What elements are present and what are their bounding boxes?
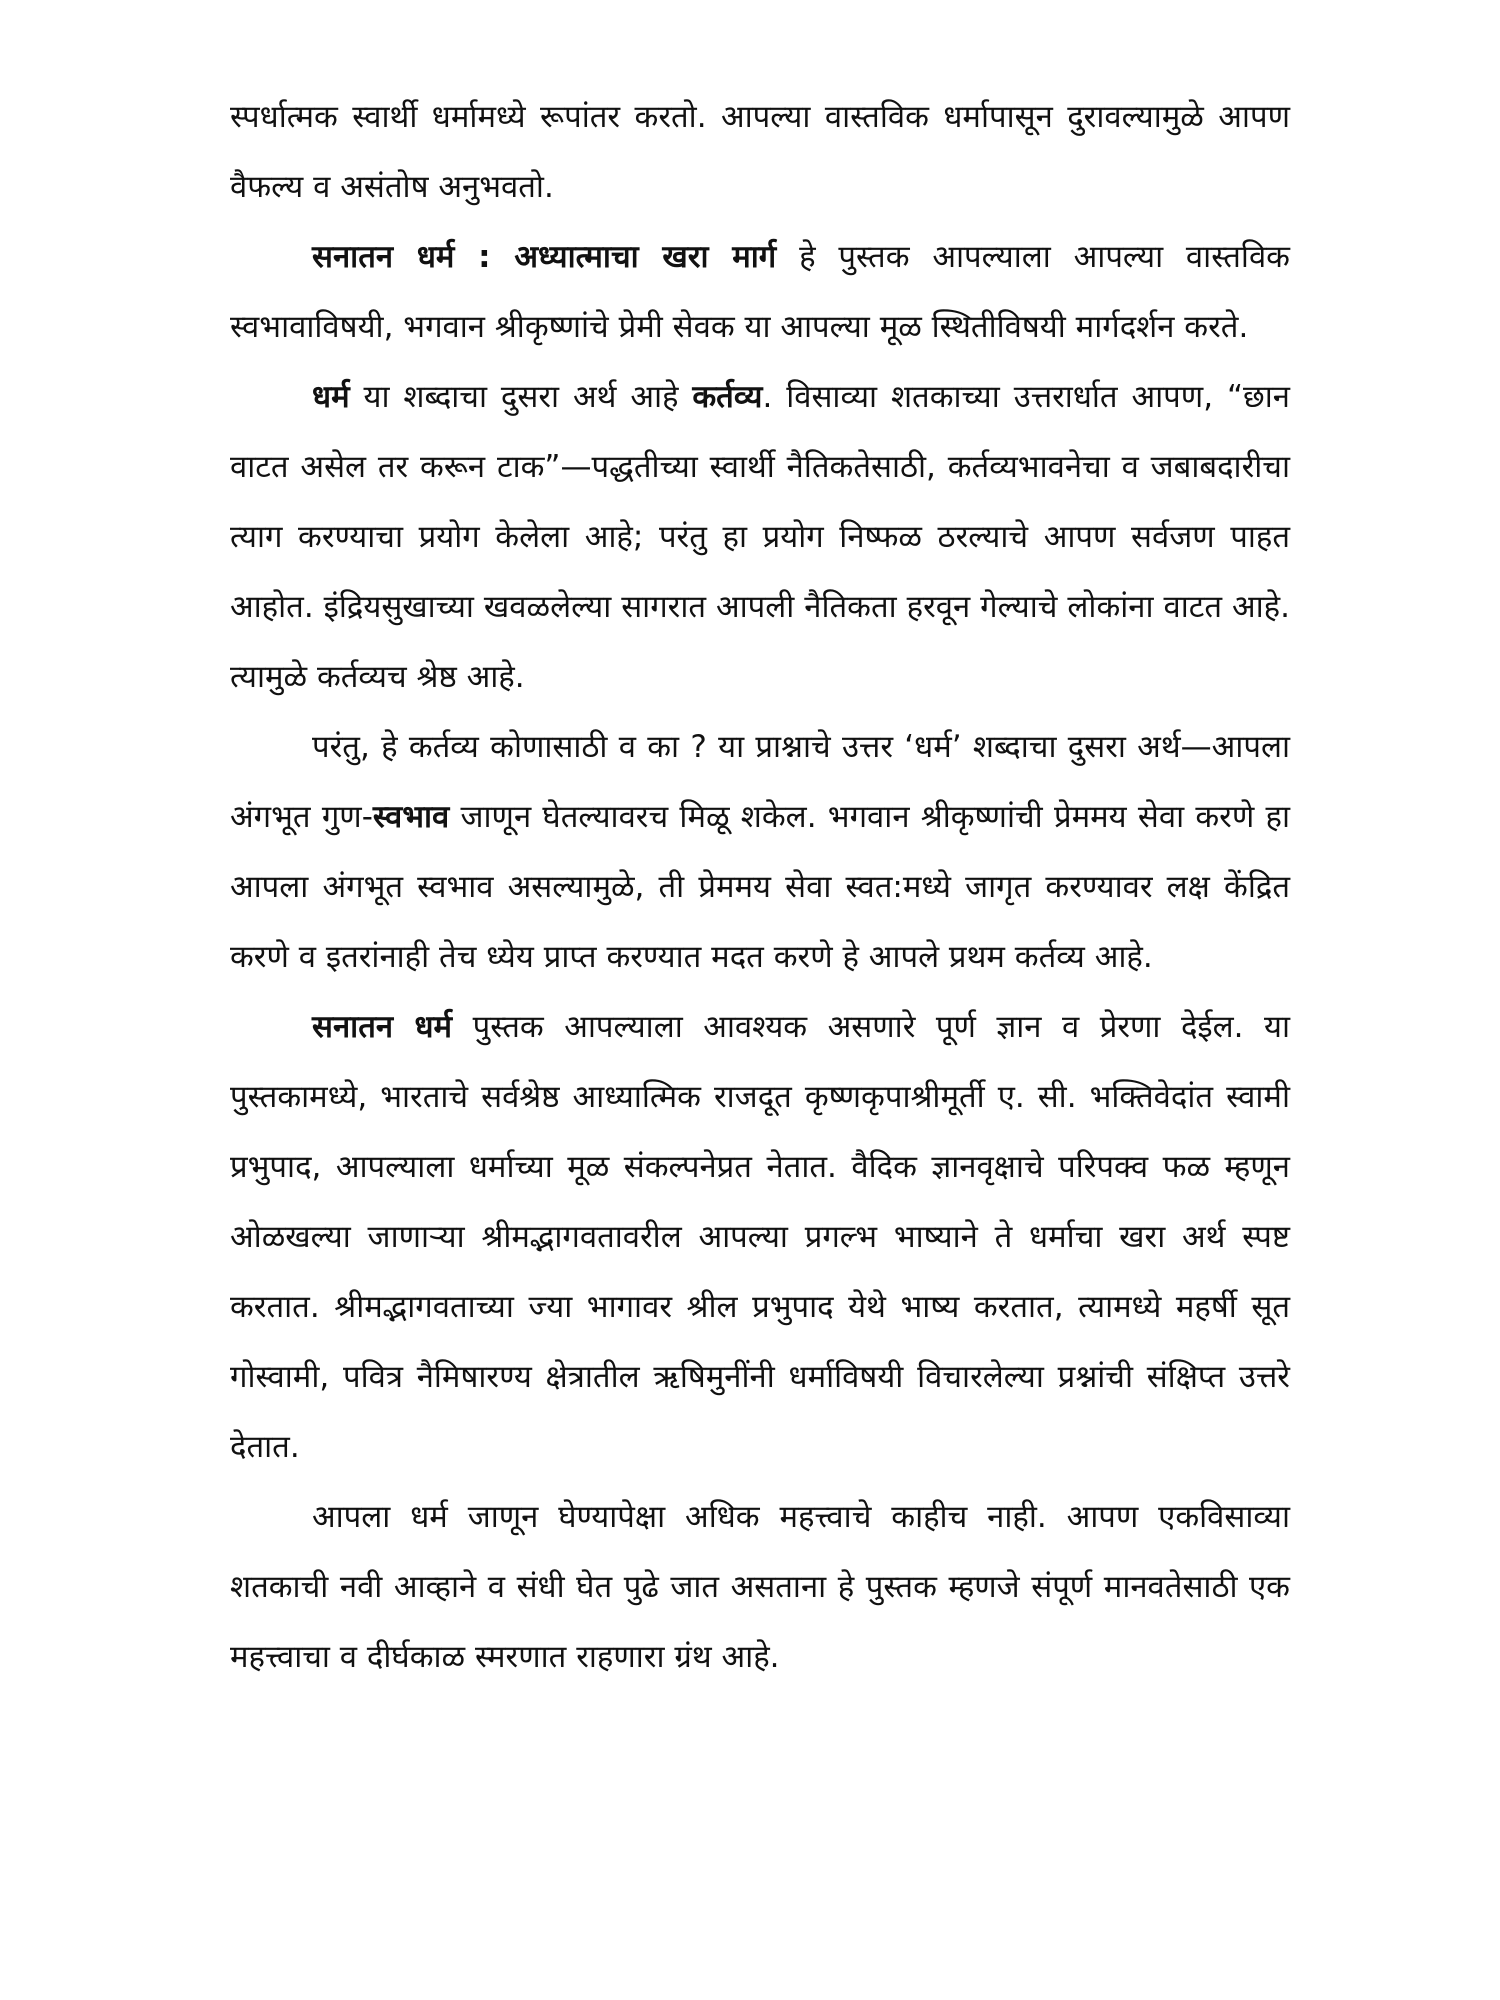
paragraph-text: स्पर्धात्मक स्वार्थी धर्मामध्ये रूपांतर करतो. आपल्या वास्तविक धर्मापासून दुरावल्यामुळे आपण वैफल्य व असंतोष अनुभवतो. bbox=[230, 99, 1290, 205]
book-title-bold: सनातन धर्म bbox=[312, 1009, 453, 1045]
paragraph-text: हे पुस्तक आपल्याला आपल्या वास्तविक स्वभावाविषयी, भगवान श्रीकृष्णांचे प्रेमी सेवक या आपल्या मूळ स्थितीविषयी मार्गदर्शन करते. bbox=[230, 239, 1290, 345]
paragraph-text: . विसाव्या शतकाच्या उत्तरार्धात आपण, “छान वाटत असेल तर करून टाक”—पद्धतीच्या स्वार्थी नैतिकतेसाठी, कर्तव्यभावनेचा व जबाबदारीचा त्याग करण्याचा प्रयोग केलेला आहे; परंतु हा प्रयोग निष्फळ ठरल्याचे आपण सर्वजण पाहत आहोत. इंद्रियसुखाच्या खवळलेल्या सागरात आपली नैतिकता हरवून गेल्याचे लोकांना वाटत आहे. त्यामुळे कर्तव्यच श्रेष्ठ आहे. bbox=[230, 379, 1290, 695]
book-title-bold: सनातन धर्म : अध्यात्माचा खरा मार्ग bbox=[312, 239, 777, 275]
term-dharma-bold: धर्म bbox=[312, 379, 350, 415]
paragraph-1 bbox=[230, 82, 1290, 222]
term-duty-bold: कर्तव्य bbox=[692, 379, 763, 415]
paragraph-5 bbox=[230, 992, 1290, 1482]
paragraph-6 bbox=[230, 1482, 1290, 1692]
paragraph-4 bbox=[230, 712, 1290, 992]
paragraph-text: या शब्दाचा दुसरा अर्थ आहे bbox=[349, 379, 693, 415]
paragraph-3 bbox=[230, 362, 1290, 712]
paragraph-text: आपला धर्म जाणून घेण्यापेक्षा अधिक महत्त्वाचे काहीच नाही. आपण एकविसाव्या शतकाची नवी आव्हाने व संधी घेत पुढे जात असताना हे पुस्तक म्हणजे संपूर्ण मानवतेसाठी एक महत्त्वाचा व दीर्घकाळ स्मरणात राहणारा ग्रंथ आहे. bbox=[230, 1499, 1290, 1675]
paragraph-text: परंतु, हे कर्तव्य कोणासाठी व का ? या प्राश्नाचे उत्तर ‘धर्म’ शब्दाचा दुसरा अर्थ—आपला अंगभूत गुण- bbox=[230, 729, 1290, 835]
paragraph-text: जाणून घेतल्यावरच मिळू शकेल. भगवान श्रीकृष्णांची प्रेममय सेवा करणे हा आपला अंगभूत स्वभाव असल्यामुळे, ती प्रेममय सेवा स्वत:मध्ये जागृत करण्यावर लक्ष केंद्रित करणे व इतरांनाही तेच ध्येय प्राप्त करण्यात मदत करणे हे आपले प्रथम कर्तव्य आहे. bbox=[230, 799, 1290, 975]
paragraph-text: पुस्तक आपल्याला आवश्यक असणारे पूर्ण ज्ञान व प्रेरणा देईल. या पुस्तकामध्ये, भारताचे सर्वश्रेष्ठ आध्यात्मिक राजदूत कृष्णकृपाश्रीमूर्ती ए. सी. भक्तिवेदांत स्वामी प्रभुपाद, आपल्याला धर्माच्या मूळ संकल्पनेप्रत नेतात. वैदिक ज्ञानवृक्षाचे परिपक्व फळ म्हणून ओळखल्या जाणाऱ्या श्रीमद्भागवतावरील आपल्या प्रगल्भ भाष्याने ते धर्माचा खरा अर्थ स्पष्ट करतात. श्रीमद्भागवताच्या ज्या भागावर श्रील प्रभुपाद येथे भाष्य करतात, त्यामध्ये महर्षी सूत गोस्वामी, पवित्र नैमिषारण्य क्षेत्रातील ऋषिमुनींनी धर्माविषयी विचारलेल्या प्रश्नांची संक्षिप्त उत्तरे देतात. bbox=[230, 1009, 1290, 1465]
term-nature-bold: स्वभाव bbox=[372, 799, 450, 835]
paragraph-2 bbox=[230, 222, 1290, 362]
document-page bbox=[230, 82, 1290, 1692]
